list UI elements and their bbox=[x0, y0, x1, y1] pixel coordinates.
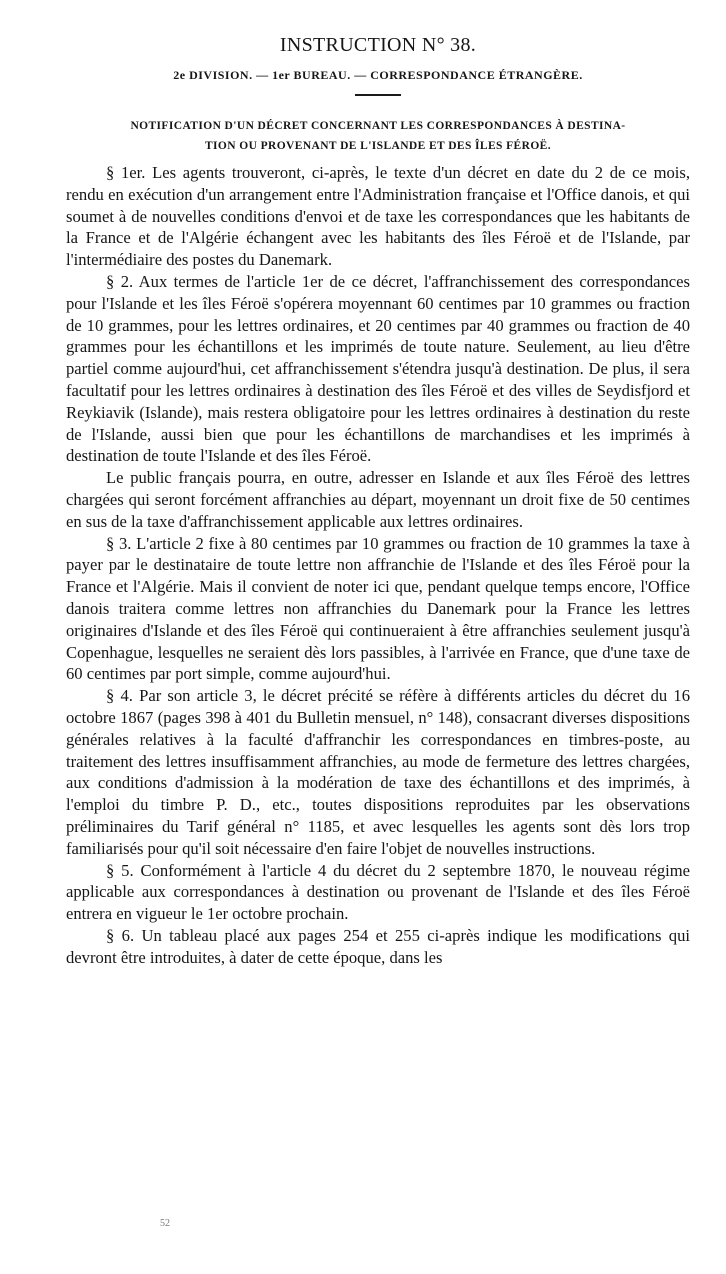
notification-heading bbox=[66, 116, 690, 156]
title-rule bbox=[355, 94, 401, 96]
document-page bbox=[66, 30, 690, 968]
paragraph-4: § 3. L'article 2 fixe à 80 centimes par 10 grammes ou fraction de 10 grammes la taxe à payer par le destinataire de toute lettre non affranchie de l'Islande et des îles Féroë pour la France et l'Algérie. Mais il convient de noter ici que, pendant quelque temps encore, l'Office danois traitera comme lettres non affranchies du Danemark pour la France les lettres originaires d'Islande et des îles Féroë qui continueraient à être affranchies seulement jusqu'à Copenhague, lesquelles ne seraient dès lors passibles, à l'arrivée en France, que d'une taxe de 60 centimes par port simple, comme aujourd'hui. bbox=[66, 533, 690, 684]
paragraph-2: § 2. Aux termes de l'article 1er de ce décret, l'affranchissement des correspondances pour l'Islande et les îles Féroë s'opérera moyennant 60 centimes par 10 grammes ou fraction de 10 grammes, pour les lettres ordinaires, et 20 centimes par 40 grammes ou fraction de 40 grammes pour les échantillons et les imprimés de toute nature. Seulement, au lieu d'être partiel comme aujourd'hui, cet affranchissement s'étendra jusqu'à destination. De plus, il sera facultatif pour les lettres ordinaires à destination des îles Féroë et des villes de Seydisfjord et Reykiavik (Islande), mais restera obligatoire pour les lettres ordinaires à destination du reste de l'Islande, aussi bien que pour les échantillons de marchandises et les imprimés à destination de toute l'Islande et des îles Féroë. bbox=[66, 271, 690, 466]
heading-line-2: TION OU PROVENANT DE L'ISLANDE ET DES ÎLES FÉROË. bbox=[204, 140, 552, 152]
page-footer-marker: 52 bbox=[160, 1218, 170, 1229]
paragraph-7: § 6. Un tableau placé aux pages 254 et 255 ci-après indique les modifications qui devront être introduites, à dater de cette époque, dans les bbox=[66, 925, 690, 967]
division-subtitle: 2e DIVISION. — 1er BUREAU. — CORRESPONDANCE ÉTRANGÈRE. bbox=[173, 68, 583, 82]
paragraph-3: Le public français pourra, en outre, adresser en Islande et aux îles Féroë des lettres chargées qui seront forcément affranchies au départ, moyennant un droit fixe de 50 centimes en sus de la taxe d'affranchissement applicable aux lettres ordinaires. bbox=[66, 468, 690, 531]
paragraph-6: § 5. Conformément à l'article 4 du décret du 2 septembre 1870, le nouveau régime applicable aux correspondances à destination ou provenant de l'Islande et des îles Féroë entrera en vigueur le 1er octobre prochain. bbox=[66, 860, 690, 924]
paragraph-5: § 4. Par son article 3, le décret précité se réfère à différents articles du décret du 16 octobre 1867 (pages 398 à 401 du Bulletin mensuel, n° 148), consacrant diverses dispositions générales relatives à la faculté d'affranchir les correspondances en timbres-poste, au traitement des lettres insuffisamment affranchies, au mode de fermeture des lettres chargées, aux conditions d'admission à la modération de taxe des échantillons et des imprimés, à l'emploi du timbre P. D., etc., toutes dispositions reproduites par les observations préliminaires du Tarif général n° 1185, et avec lesquelles les agents sont dès lors trop familiarisés pour qu'il soit nécessaire d'en faire l'objet de nouvelles instructions. bbox=[66, 686, 690, 858]
instruction-title: INSTRUCTION N° 38. bbox=[279, 34, 477, 56]
heading-line-1: NOTIFICATION D'UN DÉCRET CONCERNANT LES CORRESPONDANCES À DESTINA- bbox=[130, 120, 626, 132]
paragraph-1: § 1er. Les agents trouveront, ci-après, le texte d'un décret en date du 2 de ce mois, rendu en exécution d'un arrangement entre l'Administration française et l'Office danois, et qui soumet à de nouvelles conditions d'envoi et de taxe les correspondances que les habitants de la France et de l'Algérie échangent avec les habitants des îles Féroë et de l'Islande, par l'intermédiaire des postes du Danemark. bbox=[66, 163, 690, 270]
